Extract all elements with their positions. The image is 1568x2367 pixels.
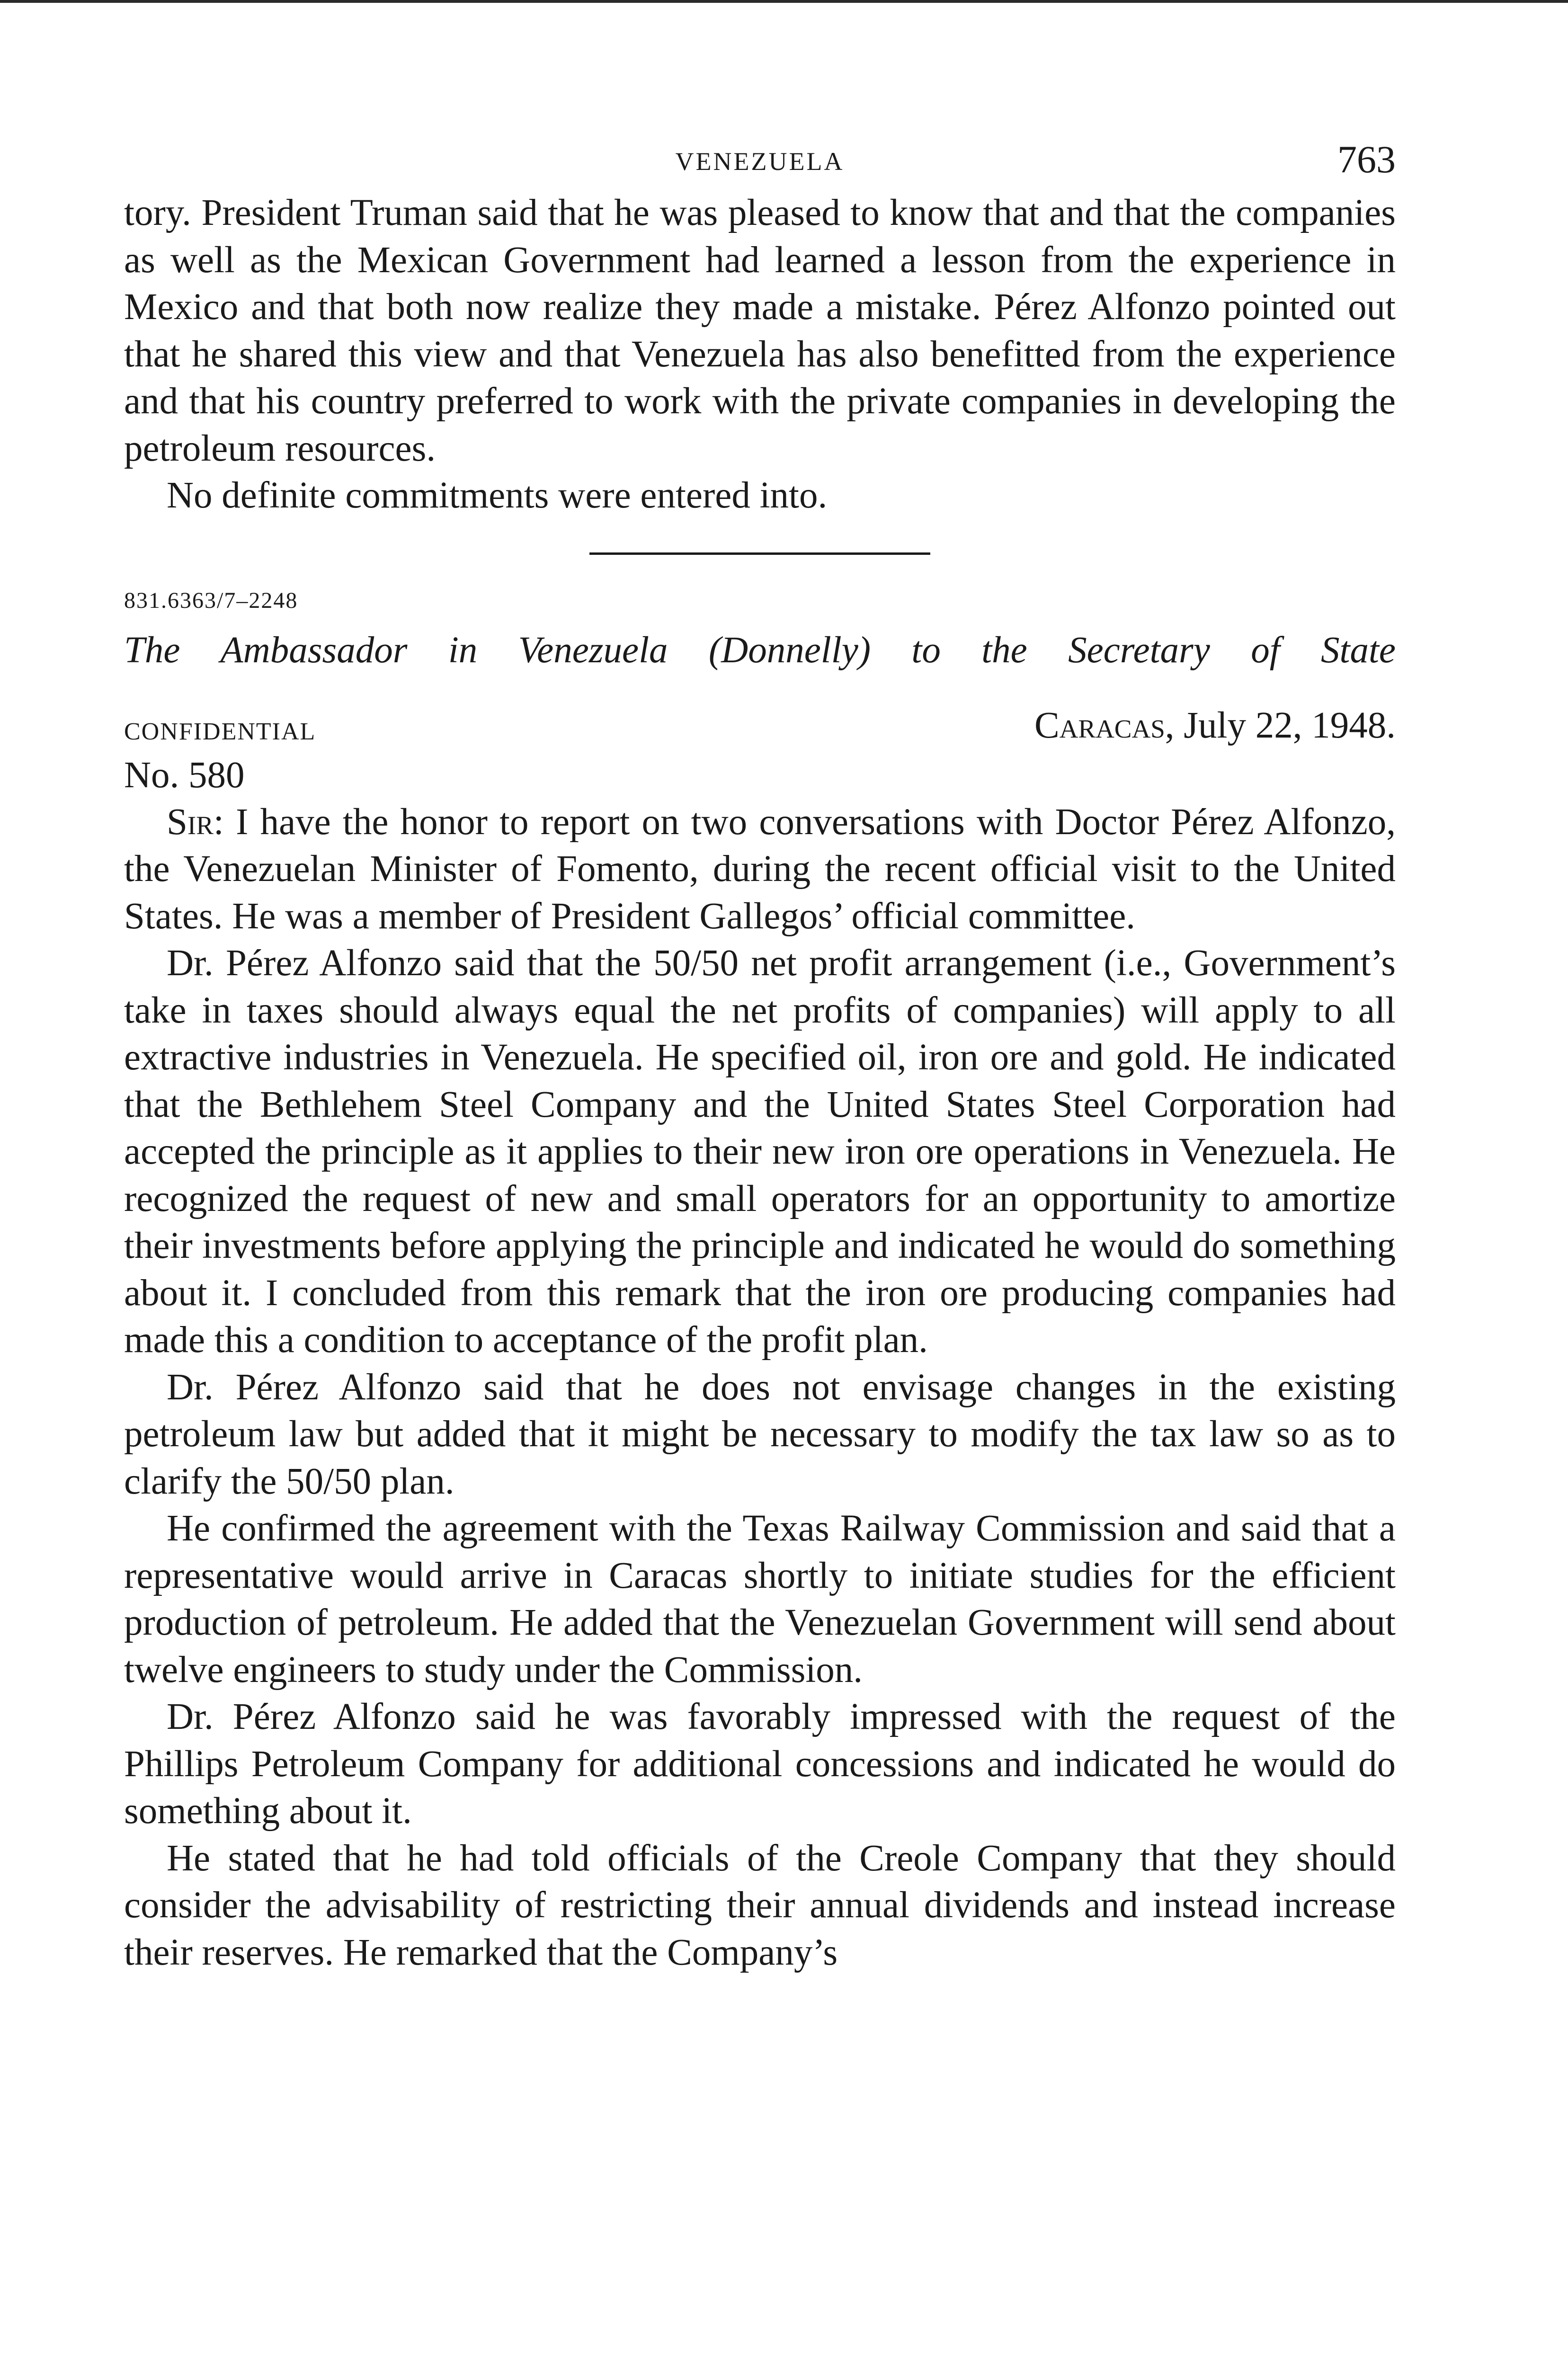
letter-paragraph-1-text: I have the honor to report on two conversations with Doctor Pérez Alfonzo, the Venezuelan Minister of Fomento, during the recent official visit to the United States. He was a member of President Gallegos’ official committee. <box>124 801 1396 937</box>
running-header <box>124 137 1396 189</box>
letter-paragraph-1 <box>124 799 1396 940</box>
page-number: 763 <box>1337 138 1396 181</box>
document-heading: The Ambassador in Venezuela (Donnelly) to the Secretary of State <box>124 629 1396 671</box>
file-number: 831.6363/7–2248 <box>124 587 298 613</box>
salutation: Sir: <box>167 801 224 843</box>
letter-paragraph-6: He stated that he had told officials of the Creole Company that they should consider the advisability of restricting their annual dividends and instead increase their reserves. He remarked that the Company’s <box>124 1837 1396 1973</box>
continued-paragraph: tory. President Truman said that he was pleased to know that and that the companies as well as the Mexican Government had learned a lesson from the experience in Mexico and that both now realize they made a mistake. Pérez Alfonzo pointed out that he shared this view and that Venezuela has also benefitted from the experience and that his country preferred to work with the private companies in developing the petroleum resources. <box>124 192 1396 469</box>
section-divider <box>589 552 930 555</box>
letter-paragraph-3: Dr. Pérez Alfonzo said that he does not envisage changes in the existing petroleum law but added that it might be necessary to modify the tax law so as to clarify the 50/50 plan. <box>124 1366 1396 1502</box>
document-meta-row <box>124 704 1396 752</box>
dateline-date: July 22, 1948. <box>1184 704 1396 746</box>
classification-label: CONFIDENTIAL <box>124 718 316 745</box>
letter-paragraph-4: He confirmed the agreement with the Texas Railway Commission and said that a representative would arrive in Caracas shortly to initiate studies for the efficient production of petroleum. He added that the Venezuelan Government will send about twelve engineers to study under the Commission. <box>124 1508 1396 1691</box>
dateline <box>1034 704 1396 747</box>
closing-paragraph: No definite commitments were entered into. <box>167 475 828 516</box>
letter-paragraph-2: Dr. Pérez Alfonzo said that the 50/50 net profit arrangement (i.e., Government’s take in taxes should always equal the net profits of companies) will apply to all extractive industries in Venezuela. He specified oil, iron ore and gold. He indicated that the Bethlehem Steel Company and the United States Steel Corporation had accepted the principle as it applies to their new iron ore operations in Venezuela. He recognized the request of new and small operators for an opportunity to amortize their investments before applying the principle and indicated he would do something about it. I concluded from this remark that the iron ore producing companies had made this a condition to acceptance of the profit plan. <box>124 943 1396 1361</box>
letter-paragraph-5: Dr. Pérez Alfonzo said he was favorably impressed with the request of the Phillips Petroleum Company for additional concessions and indicated he would do something about it. <box>124 1696 1396 1832</box>
dateline-place: Caracas, <box>1034 704 1175 746</box>
document-number: No. 580 <box>124 754 245 796</box>
document-page <box>124 137 1396 1976</box>
top-page-edge-rule <box>0 0 1568 3</box>
running-title: VENEZUELA <box>675 147 845 176</box>
